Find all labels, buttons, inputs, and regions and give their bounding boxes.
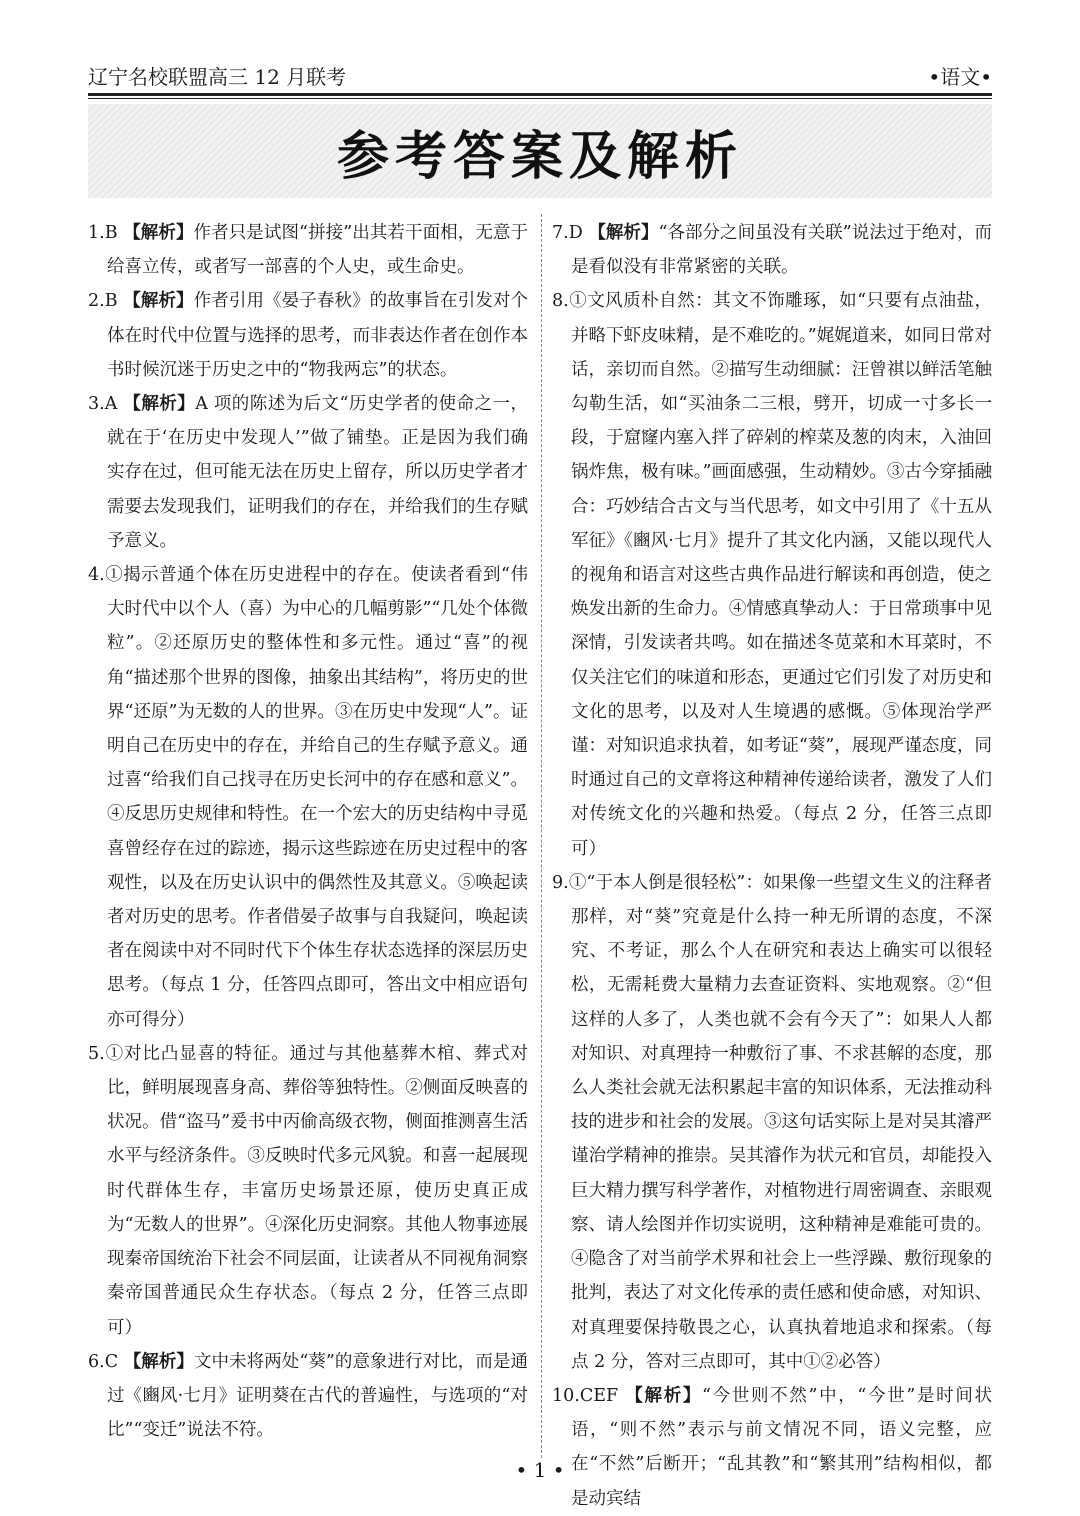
answer-item: 8.①文风质朴自然：其文不饰雕琢，如“只要有点油盐，并略下虾皮味精，是不难吃的。”娓娓道来，如同日常对话，亲切而自然。②描写生动细腻：汪曾祺以鲜活笔触勾勒生活，如“买油条二三根，劈开，切成一寸多长一段，于窟窿内塞入拌了碎剁的榨菜及葱的肉末，入油回锅炸焦，极有味。”画面感强，生动精妙。③古今穿插融合：巧妙结合古文与当代思考，如文中引用了《十五从军征》《豳风·七月》提升了其文化内涵，又能以现代人的视角和语言对这些古典作品进行解读和再创造，使之焕发出新的生命力。④情感真挚动人：于日常琐事中见深情，引发读者共鸣。如在描述冬苋菜和木耳菜时，不仅关注它们的味道和形态，更通过它们引发了对历史和文化的思考，以及对人生境遇的感慨。⑤体现治学严谨：对知识追求执着，如考证“葵”，展现严谨态度，同时通过自己的文章将这种精神传递给读者，激发了人们对传统文化的兴趣和热爱。（每点 2 分，任答三点即可） [552, 291, 992, 859]
column-divider [541, 214, 542, 1458]
title-banner [88, 104, 992, 198]
answer-item: 1.B 【解析】作者只是试图“拼接”出其若干面相，无意于给喜立传，或者写一部喜的个人史，或生命史。 [88, 223, 528, 278]
header-rule-thick [88, 93, 992, 96]
answers-left-column [88, 216, 528, 1447]
answer-item: 10.CEF 【解析】“今世则不然”中，“今世”是时间状语，“则不然”表示与前文情况不同，语义完整，应在“不然”后断开；“乱其教”和“繁其刑”结构相似，都是动宾结 [552, 1385, 992, 1509]
page-header [88, 58, 992, 94]
answer-item: 7.D 【解析】“各部分之间虽没有关联”说法过于绝对，而是看似没有非常紧密的关联。 [552, 223, 992, 278]
page-number: • 1 • [515, 1458, 565, 1482]
answer-item: 9.①“于本人倒是很轻松”：如果像一些望文生义的注释者那样，对“葵”究竟是什么持一种无所谓的态度，不深究、不考证，那么个人在研究和表达上确实可以很轻松，无需耗费大量精力去查证资料、实地观察。②“但这样的人多了，人类也就不会有今天了”：如果人人都对知识、对真理持一种敷衍了事、不求甚解的态度，那么人类社会就无法积累起丰富的知识体系，无法推动科技的进步和社会的发展。③这句话实际上是对吴其濬严谨治学精神的推崇。吴其濬作为状元和官员，却能投入巨大精力撰写科学著作，对植物进行周密调查、亲眼观察、请人绘图并作切实说明，这种精神是难能可贵的。④隐含了对当前学术界和社会上一些浮躁、敷衍现象的批判，表达了对文化传承的责任感和使命感，对知识、对真理要保持敬畏之心，认真执着地追求和探索。（每点 2 分，答对三点即可，其中①②必答） [552, 872, 992, 1372]
header-rule-thin [88, 98, 992, 99]
answer-item: 4.①揭示普通个体在历史进程中的存在。使读者看到“伟大时代中以个人（喜）为中心的几幅剪影”“几处个体微粒”。②还原历史的整体性和多元性。通过“喜”的视角“描述那个世界的图像，抽象出其结构”，将历史的世界“还原”为无数的人的世界。③在历史中发现“人”。证明自己在历史中的存在，并给自己的生存赋予意义。通过喜“给我们自己找寻在历史长河中的存在感和意义”。④反思历史规律和特性。在一个宏大的历史结构中寻觅喜曾经存在过的踪迹，揭示这些踪迹在历史过程中的客观性，以及在历史认识中的偶然性及其意义。⑤唤起读者对历史的思考。作者借晏子故事与自我疑问，唤起读者在阅读中对不同时代下个体生存状态选择的深层历史思考。（每点 1 分，任答四点即可，答出文中相应语句亦可得分） [88, 565, 528, 1030]
answers-right-column [552, 216, 992, 1516]
answer-item: 6.C 【解析】文中未将两处“葵”的意象进行对比，而是通过《豳风·七月》证明葵在古代的普遍性，与选项的“对比”“变迁”说法不符。 [88, 1351, 528, 1441]
answer-item: 5.①对比凸显喜的特征。通过与其他墓葬木棺、葬式对比，鲜明展现喜身高、葬俗等独特性。②侧面反映喜的状况。借“盗马”爰书中丙偷高级衣物，侧面推测喜生活水平与经济条件。③反映时代多元风貌。和喜一起展现时代群体生存，丰富历史场景还原，使历史真正成为“无数人的世界”。④深化历史洞察。其他人物事迹展现秦帝国统治下社会不同层面，让读者从不同视角洞察秦帝国普通民众生存状态。（每点 2 分，任答三点即可） [88, 1043, 528, 1338]
exam-title: 辽宁名校联盟高三 12 月联考 [88, 65, 347, 89]
answer-item: 2.B 【解析】作者引用《晏子春秋》的故事旨在引发对个体在时代中位置与选择的思考，而非表达作者在创作本书时候沉迷于历史之中的“物我两忘”的状态。 [88, 291, 529, 380]
page-title: 参考答案及解析 [336, 126, 743, 187]
subject-label: •语文• [928, 65, 992, 89]
answer-item: 3.A 【解析】A 项的陈述为后文“历史学者的使命之一，就在于‘在历史中发现人’”做了铺垫。正是因为我们确实存在过，但可能无法在历史上留存，所以历史学者才需要去发现我们，证明我们的存在，并给我们的生存赋予意义。 [88, 394, 528, 551]
